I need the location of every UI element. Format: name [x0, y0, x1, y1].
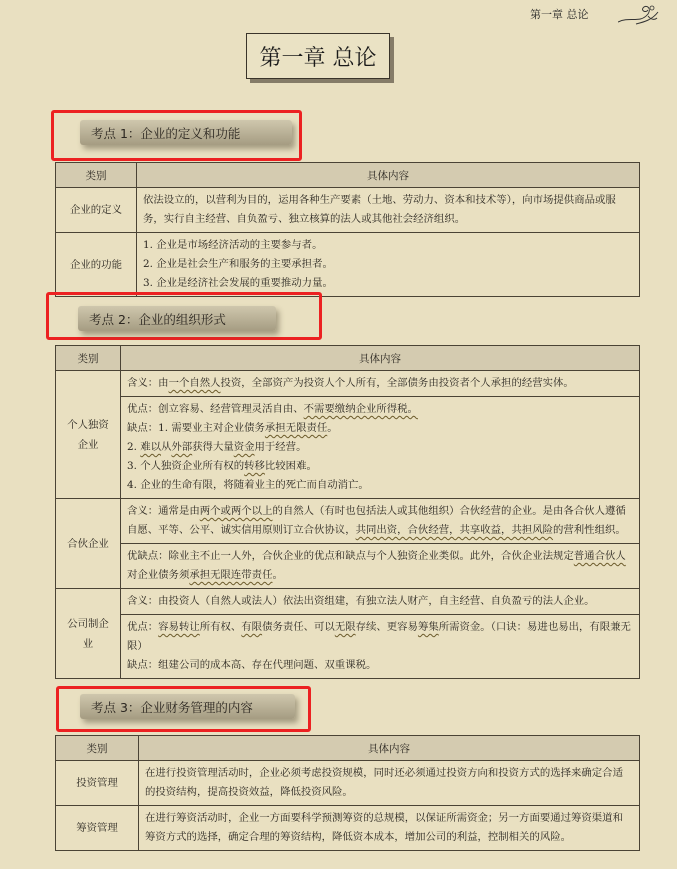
column-header: 类别: [56, 736, 139, 761]
content-text: 2.: [127, 441, 141, 453]
content-text: 所有权、: [199, 621, 242, 633]
content-paragraph: [143, 191, 633, 229]
emphasis-text: 共同出资，合伙经营，共享收益，共担风险: [355, 524, 554, 536]
content-text: 。: [272, 569, 283, 581]
content-cell: [121, 499, 640, 544]
table-row: [56, 397, 640, 499]
content-text: 缺点：1. 需要业主对企业债务: [127, 422, 265, 434]
content-paragraph: [127, 547, 633, 585]
content-cell: [121, 589, 640, 615]
table-row: [56, 589, 640, 615]
content-text: 优点：: [127, 621, 159, 633]
category-cell: 公司制企业: [56, 589, 121, 679]
table-section-2: [55, 345, 640, 679]
emphasis-text: 资金: [233, 441, 255, 453]
content-cell: [137, 188, 640, 233]
table-row: [56, 233, 640, 297]
content-text: 获得大量: [192, 441, 234, 453]
header-row: [56, 736, 640, 761]
content-paragraph: [127, 656, 633, 675]
content-text: 投资，全部资产为投资人个人所有，全部债务由投资者个人承担的经营实体。: [220, 377, 574, 389]
content-paragraph: [127, 457, 633, 476]
content-cell: [121, 615, 640, 679]
column-header: 具体内容: [137, 163, 640, 188]
content-text: 1. 企业是市场经济活动的主要参与者。: [143, 239, 323, 251]
category-cell: 企业的功能: [56, 233, 137, 297]
content-text: 的自然人（有时也包括法人或其他组织）合伙经营的企业。是由各合伙人遵循自愿、平等、公平、诚实信用原则订立合伙协议，: [127, 505, 626, 536]
flourish-ornament-icon: [618, 2, 660, 26]
column-header: 类别: [56, 163, 137, 188]
content-text: 3. 个人独资企业所有权的: [127, 460, 245, 472]
running-header: 第一章 总论: [530, 8, 589, 21]
content-cell: [121, 397, 640, 499]
emphasis-text: 难以: [140, 441, 161, 453]
table-row: [56, 761, 640, 806]
content-cell: [139, 761, 640, 806]
content-paragraph: [145, 809, 633, 847]
content-paragraph: [127, 592, 633, 611]
header-row: [56, 346, 640, 371]
content-text: 含义：通常是由: [127, 505, 200, 517]
content-text: 优点：创立容易、经营管理灵活自由、: [127, 403, 304, 415]
content-paragraph: [127, 476, 633, 495]
content-text: 缺点：组建公司的成本高、存在代理问题、双重课税。: [127, 659, 377, 671]
emphasis-text: 普通合伙人: [573, 550, 626, 562]
chapter-title: 第一章 总论: [246, 33, 390, 79]
section-heading-3: 考点 3：企业财务管理的内容: [80, 694, 295, 719]
category-cell: 合伙企业: [56, 499, 121, 589]
content-text: 。: [327, 422, 338, 434]
table-row: [56, 188, 640, 233]
emphasis-text: 两个或两个以上: [199, 505, 273, 517]
content-text: 对企业债务须: [127, 569, 190, 581]
header-row: [56, 163, 640, 188]
category-cell: 企业的定义: [56, 188, 137, 233]
content-text: 优缺点：除业主不止一人外，合伙企业的优点和缺点与个人独资企业类似。此外，合伙企业法规定: [127, 550, 574, 562]
content-text: 含义：由: [127, 377, 169, 389]
category-cell: 个人独资企业: [56, 371, 121, 499]
content-paragraph: [127, 502, 633, 540]
emphasis-text: 转移: [244, 460, 265, 472]
category-cell: 筹资管理: [56, 806, 139, 851]
table-row: [56, 615, 640, 679]
emphasis-text: 筹集: [417, 621, 439, 633]
content-paragraph: [143, 274, 633, 293]
content-text: 从: [161, 441, 172, 453]
emphasis-text: 容易转让: [158, 621, 200, 633]
content-text: 2. 企业是社会生产和服务的主要承担者。: [143, 258, 333, 270]
column-header: 类别: [56, 346, 121, 371]
table-row: [56, 544, 640, 589]
content-paragraph: [143, 255, 633, 274]
content-text: 在进行投资管理活动时，企业必须考虑投资规模，同时还必须通过投资方向和投资方式的选择来确定合适的投资结构，提高投资效益，降低投资风险。: [145, 767, 623, 798]
section-heading-2: 考点 2：企业的组织形式: [78, 306, 276, 331]
content-text: 依法设立的，以营利为目的，运用各种生产要素（土地、劳动力、资本和技术等），向市场提供商品或服务，实行自主经营、自负盈亏、独立核算的法人或其他社会经济组织。: [143, 194, 616, 225]
content-paragraph: [127, 400, 633, 419]
category-cell: 投资管理: [56, 761, 139, 806]
content-text: 比较困难。: [264, 460, 317, 472]
content-paragraph: [143, 236, 633, 255]
content-cell: [121, 544, 640, 589]
content-paragraph: [127, 374, 633, 393]
table-section-1: [55, 162, 640, 297]
column-header: 具体内容: [139, 736, 640, 761]
table-row: [56, 371, 640, 397]
emphasis-text: 承担无限责任: [264, 422, 328, 434]
content-text: 在进行筹资活动时，企业一方面要科学预测筹资的总规模，以保证所需资金；另一方面要通过筹资渠道和筹资方式的选择，确定合理的筹资结构，降低资本成本，增加公司的利益，控制相关的风险。: [145, 812, 623, 843]
content-paragraph: [127, 618, 633, 656]
emphasis-text: 一个自然人: [168, 377, 221, 389]
table-row: [56, 806, 640, 851]
section-heading-1: 考点 1：企业的定义和功能: [80, 120, 292, 145]
content-cell: [139, 806, 640, 851]
content-text: 4. 企业的生命有限，将随着业主的死亡而自动消亡。: [127, 479, 369, 491]
emphasis-text: 不需要缴纳企业所得税。: [303, 403, 418, 415]
table-row: [56, 499, 640, 544]
content-text: 含义：由投资人（自然人或法人）依法出资组建，有独立法人财产，自主经营、自负盈亏的法人企业。: [127, 595, 595, 607]
column-header: 具体内容: [121, 346, 640, 371]
content-text: 的营利性组织。: [553, 524, 626, 536]
content-paragraph: [145, 764, 633, 802]
emphasis-text: 承担无限连带责任: [189, 569, 273, 581]
content-cell: [121, 371, 640, 397]
content-cell: [137, 233, 640, 297]
content-text: 所需资金。（口诀：易进也易出，有限兼无限）: [127, 621, 631, 652]
emphasis-text: 外部: [171, 441, 193, 453]
content-paragraph: [127, 419, 633, 438]
content-text: 用于经营。: [254, 441, 307, 453]
content-text: 3. 企业是经济社会发展的重要推动力量。: [143, 277, 333, 289]
content-text: 债务责任、可以: [262, 621, 335, 633]
content-text: 存续、更容易: [355, 621, 418, 633]
table-section-3: [55, 735, 640, 851]
content-paragraph: [127, 438, 633, 457]
emphasis-text: 无限: [334, 621, 356, 633]
emphasis-text: 有限: [241, 621, 263, 633]
